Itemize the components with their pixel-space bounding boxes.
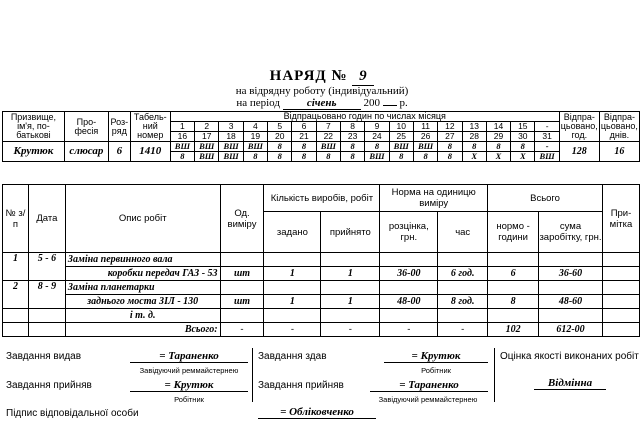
day-number: 20	[268, 132, 292, 142]
day-number: 17	[195, 132, 219, 142]
day-number: 24	[365, 132, 389, 142]
day-hours: -	[535, 142, 559, 152]
day-hours: 8	[268, 152, 292, 162]
col-tabno-header: Табель-ний номер	[130, 112, 170, 142]
day-number: 22	[316, 132, 340, 142]
worker-days-total: 16	[599, 142, 639, 162]
total-price: -	[380, 323, 438, 337]
row-date: 8 - 9	[28, 281, 65, 309]
total-hours: 102	[488, 323, 539, 337]
day-number: 1	[170, 122, 194, 132]
col-hours-by-day-header: Відпрацьовано годин по числах місяця	[170, 112, 559, 122]
table-row	[3, 281, 640, 295]
period-month: січень	[283, 97, 361, 110]
handed-signature: = Крутюк	[384, 350, 488, 363]
issued-label: Завдання видав	[6, 351, 82, 362]
day-number: 11	[413, 122, 437, 132]
total-sum: 612-00	[539, 323, 603, 337]
day-number: 7	[316, 122, 340, 132]
total-qty-accepted: -	[321, 323, 380, 337]
day-number: 4	[243, 122, 267, 132]
row-desc-cont: заднього моста ЗІЛ - 130	[65, 295, 220, 309]
day-number: 19	[243, 132, 267, 142]
row-time: 6 год.	[438, 267, 488, 281]
day-hours: ВШ	[413, 142, 437, 152]
document-title	[0, 68, 644, 86]
period-line	[0, 97, 644, 110]
day-hours: 8	[243, 152, 267, 162]
day-hours: ВШ	[389, 142, 413, 152]
row-desc: Заміна планетарки	[65, 281, 220, 295]
col-unit-header: Од. виміру	[220, 185, 264, 253]
day-hours: 8	[365, 142, 389, 152]
col-norm-time-header: час	[438, 212, 488, 253]
day-hours: 8	[438, 142, 462, 152]
row-no: 2	[3, 281, 29, 309]
worker-tabno: 1410	[130, 142, 170, 162]
day-hours: ВШ	[195, 142, 219, 152]
day-number: 8	[340, 122, 364, 132]
day-hours: 8	[292, 142, 316, 152]
day-number: 3	[219, 122, 243, 132]
received-role: Завідуючий реммайстернею	[378, 395, 478, 404]
day-hours: X	[462, 152, 486, 162]
worker-grade: 6	[108, 142, 130, 162]
handed-label: Завдання здав	[258, 351, 327, 362]
responsible-signature: = Обліковченко	[258, 406, 376, 419]
row-desc: Заміна первинного вала	[65, 253, 220, 267]
col-days-total-header: Відпра-цьовано, днів.	[600, 112, 638, 140]
period-year-blank	[383, 105, 397, 106]
col-date-header: Дата	[28, 185, 65, 253]
signature-divider-2	[494, 348, 495, 402]
total-time: -	[438, 323, 488, 337]
day-number: 23	[340, 132, 364, 142]
col-qty-accepted-header: прийнято	[321, 212, 380, 253]
col-total-hours-header: нормо - години	[488, 212, 539, 253]
day-hours: 8	[340, 142, 364, 152]
day-number: 6	[292, 122, 316, 132]
day-hours: 8	[413, 152, 437, 162]
col-qty-header: Кількість виробів, робіт	[264, 185, 380, 212]
day-number: 15	[511, 122, 535, 132]
worker-hours-total: 128	[559, 142, 599, 162]
row-qty-accepted: 1	[321, 295, 380, 309]
total-qty-set: -	[264, 323, 321, 337]
day-hours: X	[511, 152, 535, 162]
total-unit: -	[220, 323, 264, 337]
day-hours: 8	[389, 152, 413, 162]
worker-name: Крутюк	[3, 142, 65, 162]
row-sum: 36-60	[539, 267, 603, 281]
table-row	[3, 309, 640, 323]
issued-signature: = Тараненко	[130, 350, 248, 363]
row-price: 48-00	[380, 295, 438, 309]
day-number: 10	[389, 122, 413, 132]
day-hours: ВШ	[316, 142, 340, 152]
day-number: 2	[195, 122, 219, 132]
col-hours-total-header: Відпра-цьовано, год.	[560, 112, 598, 140]
day-number: 29	[486, 132, 510, 142]
day-hours: 8	[170, 152, 194, 162]
col-desc-header: Опис робіт	[65, 185, 220, 253]
handed-role: Робітник	[421, 366, 451, 375]
day-hours: ВШ	[243, 142, 267, 152]
day-number: 25	[389, 132, 413, 142]
period-label: на період	[236, 97, 280, 109]
day-hours: ВШ	[195, 152, 219, 162]
row-price: 36-00	[380, 267, 438, 281]
order-number: 9	[352, 68, 374, 86]
worker-profession: слюсар	[64, 142, 108, 162]
day-number: -	[535, 122, 559, 132]
table-row	[3, 267, 640, 281]
col-no-header: № з/п	[3, 185, 29, 253]
worker-row	[3, 142, 640, 152]
row-qty-accepted: 1	[321, 267, 380, 281]
day-number: 26	[413, 132, 437, 142]
col-note-header: При-мітка	[602, 185, 639, 253]
row-qty-set: 1	[264, 267, 321, 281]
col-norm-price-header: розцінка, грн.	[380, 212, 438, 253]
col-grade-header: Роз-ряд	[108, 112, 130, 142]
issued-role: Завідуючий реммайстернею	[139, 366, 239, 375]
row-unit: шт	[220, 267, 264, 281]
accepted-signature: = Крутюк	[130, 379, 248, 392]
signature-divider-1	[252, 348, 253, 402]
day-number: 28	[462, 132, 486, 142]
day-number: 16	[170, 132, 194, 142]
works-table	[2, 184, 640, 337]
row-no: 1	[3, 253, 29, 281]
period-year: 200	[363, 97, 380, 109]
table-row	[3, 295, 640, 309]
day-number: 5	[268, 122, 292, 132]
day-hours: 8	[292, 152, 316, 162]
day-hours: 8	[268, 142, 292, 152]
day-number: 14	[486, 122, 510, 132]
day-hours: ВШ	[219, 152, 243, 162]
row-hours: 8	[488, 295, 539, 309]
day-hours: ВШ	[170, 142, 194, 152]
day-hours: 8	[462, 142, 486, 152]
day-number: 13	[462, 122, 486, 132]
day-number: 21	[292, 132, 316, 142]
accepted-role: Робітник	[174, 395, 204, 404]
day-hours: ВШ	[219, 142, 243, 152]
day-hours: 8	[340, 152, 364, 162]
row-desc-cont: коробки передач ГАЗ - 53	[65, 267, 220, 281]
day-number: 27	[438, 132, 462, 142]
row-date: 5 - 6	[28, 253, 65, 281]
row-etc: і т. д.	[65, 309, 220, 323]
row-unit: шт	[220, 295, 264, 309]
day-hours: 8	[511, 142, 535, 152]
day-hours: 8	[316, 152, 340, 162]
quality-label: Оцінка якості виконаних робіт	[500, 351, 639, 362]
row-time: 8 год.	[438, 295, 488, 309]
col-name-header: Призвище, ім'я, по-батькові	[3, 112, 65, 142]
total-row	[3, 323, 640, 337]
received-label: Завдання прийняв	[258, 380, 344, 391]
col-total-header: Всього	[488, 185, 603, 212]
day-hours: 8	[486, 142, 510, 152]
responsible-label: Підпис відповідальної особи	[6, 408, 139, 419]
col-qty-set-header: задано	[264, 212, 321, 253]
period-year-suffix: р.	[399, 97, 408, 109]
day-number: 12	[438, 122, 462, 132]
col-total-sum-header: сума заробітку, грн.	[539, 212, 603, 253]
row-hours: 6	[488, 267, 539, 281]
col-norm-header: Норма на одиницю виміру	[380, 185, 488, 212]
day-hours: ВШ	[365, 152, 389, 162]
quality-value: Відмінна	[534, 377, 606, 390]
received-signature: = Тараненко	[370, 379, 488, 392]
title-prefix: НАРЯД №	[269, 68, 348, 84]
total-label: Всього:	[65, 323, 220, 337]
day-number: 31	[535, 132, 559, 142]
day-hours: X	[486, 152, 510, 162]
day-hours: 8	[438, 152, 462, 162]
day-number: 30	[511, 132, 535, 142]
day-number: 18	[219, 132, 243, 142]
accepted-label: Завдання прийняв	[6, 380, 92, 391]
col-profession-header: Про-фесія	[64, 112, 108, 142]
table-row	[3, 253, 640, 267]
timesheet-table	[2, 111, 640, 162]
row-qty-set: 1	[264, 295, 321, 309]
day-number: 9	[365, 122, 389, 132]
row-sum: 48-60	[539, 295, 603, 309]
day-hours: ВШ	[535, 152, 559, 162]
document-subtitle: на відрядну роботу (індивідуальний)	[235, 85, 409, 97]
